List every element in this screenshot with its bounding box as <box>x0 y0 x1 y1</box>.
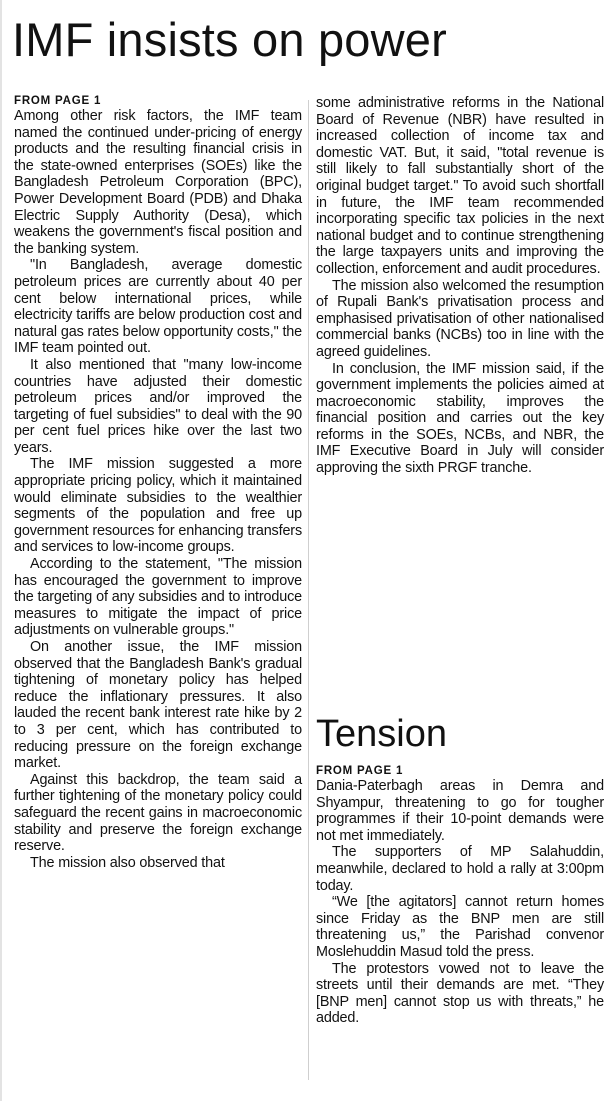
paragraph: “We [the agitators] cannot return homes since Friday as the BNP men are still threatening us,” the Parishad convenor Moslehuddin Masud told the press. <box>316 894 604 960</box>
second-story-kicker: FROM PAGE 1 <box>316 765 404 777</box>
main-story-kicker: FROM PAGE 1 <box>14 95 102 107</box>
paragraph: In conclusion, the IMF mission said, if the government implements the policies aimed at macroeconomic stability, improves the financial position and carries out the key reforms in the SOEs, NCBs, and NBR, the IMF Executive Board in July will consider approving the sixth PRGF tranche. <box>316 360 604 477</box>
paragraph: The supporters of MP Salahuddin, meanwhile, declared to hold a rally at 3:00pm today. <box>316 844 604 894</box>
paragraph: Dania-Paterbagh areas in Demra and Shyampur, threatening to go for tougher programmes if their 10-point demands were not met immediately. <box>316 778 604 844</box>
paragraph: According to the statement, "The mission has encouraged the government to improve the targeting of any subsidies and to introduce measures to mitigate the impact of price adjustments on vulnerable groups." <box>14 556 302 639</box>
paragraph: Among other risk factors, the IMF team named the continued under-pricing of energy products and the resulting financial crisis in the state-owned enterprises (SOEs) like the Bangladesh Petroleum Corporation (BPC), Power Development Board (PDB) and Dhaka Electric Supply Authority (Desa), which weakens the government's fiscal position and the banking system. <box>14 108 302 257</box>
paragraph: The protestors vowed not to leave the streets until their demands are met. “They [BNP men] cannot stop us with threats,” he added. <box>316 960 604 1027</box>
main-story-right-column <box>316 95 604 477</box>
paragraph: Against this backdrop, the team said a further tightening of the monetary policy could safeguard the recent gains in macroeconomic stability and preserve the foreign exchange reserve. <box>14 771 302 855</box>
paragraph: The IMF mission suggested a more appropriate pricing policy, which it maintained would eliminate subsidies to the wealthier segments of the population and free up government resources for enhancing transfers and services to low-income groups. <box>14 456 302 556</box>
second-headline: Tension <box>316 713 447 755</box>
second-story-column <box>316 765 604 1027</box>
paragraph: On another issue, the IMF mission observed that the Bangladesh Bank's gradual tightening of monetary policy has helped reduce the inflationary pressures. It also lauded the recent bank interest rate hike by 2 to 3 per cent, which has contributed to reducing pressure on the foreign exchange market. <box>14 639 302 772</box>
paragraph: It also mentioned that "many low-income countries have adjusted their domestic petroleum prices and/or improved the targeting of fuel subsidies" to deal with the 90 per cent fuel prices hike over the last two years. <box>14 356 302 456</box>
paragraph: The mission also observed that <box>30 854 225 871</box>
column-divider <box>308 100 309 1080</box>
paragraph: "In Bangladesh, average domestic petroleum prices are currently about 40 per cent below international prices, while electricity tariffs are below production cost and natural gas rates below opportunity costs," the IMF team pointed out. <box>14 257 302 357</box>
page-edge <box>0 0 2 1101</box>
main-headline: IMF insists on power <box>12 13 447 66</box>
main-story-left-column <box>14 95 302 871</box>
paragraph: some administrative reforms in the National Board of Revenue (NBR) have resulted in increased collection of income tax and domestic VAT. But, it said, "total revenue is still likely to fall substantially short of the original budget target." To avoid such shortfall in future, the IMF team recommended incorporating specific tax policies in the next national budget and to continue strengthening the large taxpayers units and improving the collection, enforcement and audit procedures. <box>316 95 604 277</box>
paragraph: The mission also welcomed the resumption of Rupali Bank's privatisation process and emphasised privatisation of other nationalised commercial banks (NCBs) too in line with the agreed guidelines. <box>316 277 604 360</box>
